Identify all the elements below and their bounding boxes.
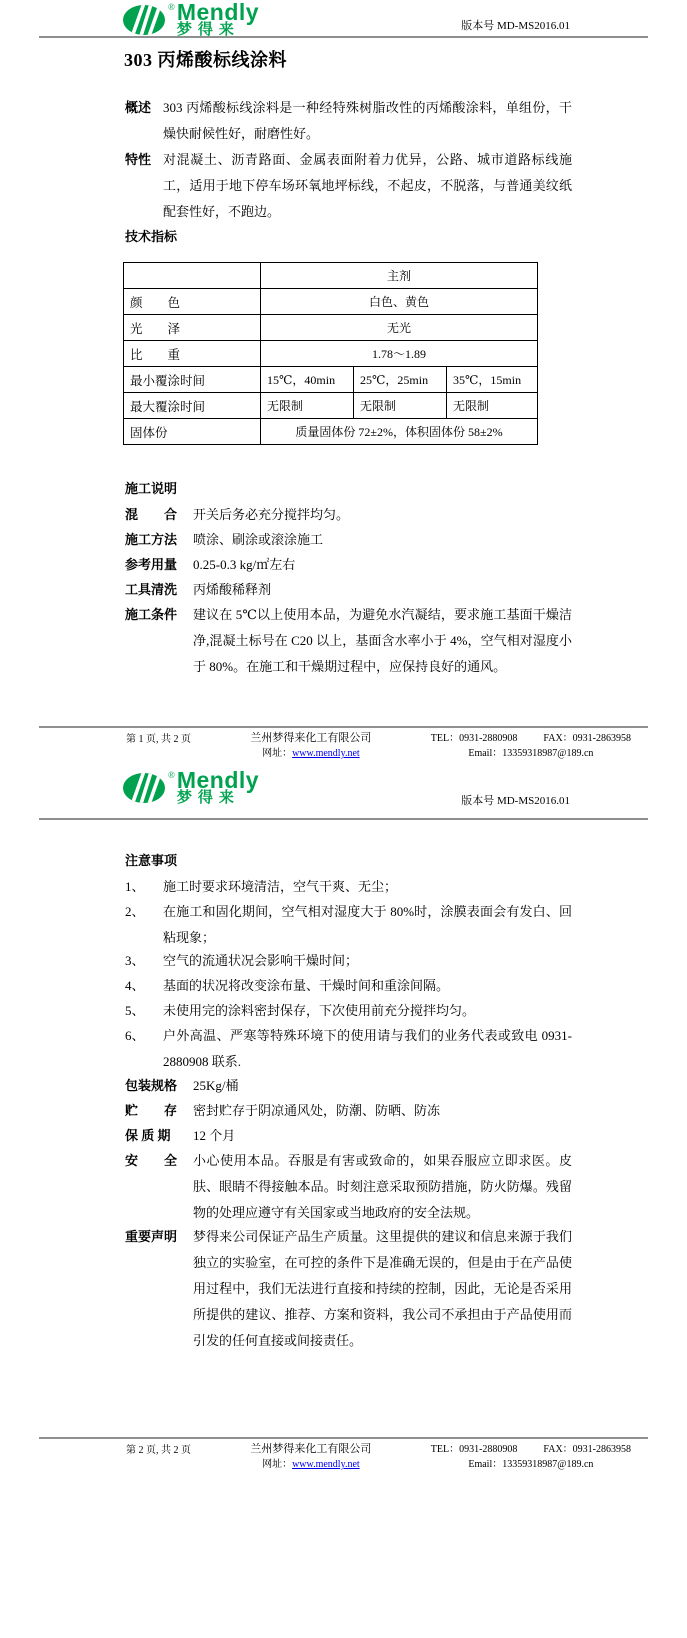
- row-value: 质量固体份 72±2%，体积固体份 58±2%: [261, 419, 538, 445]
- note-item: [125, 998, 572, 1024]
- packaging-text: 25Kg/桶: [193, 1078, 239, 1093]
- note-text: 未使用完的涂料密封保存，下次使用前充分搅拌均匀。: [163, 1003, 476, 1018]
- row-cell: 无限制: [447, 393, 538, 419]
- table-row: [124, 367, 538, 393]
- shelf-life-label: 保 质 期: [125, 1128, 171, 1143]
- disclaimer-item: [125, 1224, 572, 1354]
- row-label: 光 泽: [124, 315, 261, 341]
- page1-brand-logo: [121, 0, 260, 38]
- brand-subname: 梦得来: [176, 790, 240, 806]
- note-item: [125, 874, 572, 900]
- conditions-label: 施工条件: [125, 607, 178, 622]
- company-name: 兰州梦得来化工有限公司: [250, 1443, 372, 1455]
- note-number: 5、: [125, 1003, 145, 1018]
- tel-label: TEL：0931-2880908: [430, 1444, 518, 1455]
- row-label: 固体份: [124, 419, 261, 445]
- note-item: [125, 973, 572, 999]
- tel-label: TEL：0931-2880908: [430, 733, 518, 744]
- fax-label: FAX：0931-2863958: [543, 1444, 631, 1455]
- note-number: 6、: [125, 1028, 145, 1043]
- row-label: 比 重: [124, 341, 261, 367]
- page2-header-rule: [39, 818, 648, 820]
- feature-text: 对混凝土、沥青路面、金属表面附着力优异，公路、城市道路标线施工，适用于地下停车场环氧地坪标线，不起皮，不脱落，与普通美纹纸配套性好，不跑边。: [163, 152, 572, 219]
- table-row: [124, 341, 538, 367]
- note-text: 空气的流通状况会影响干燥时间；: [163, 953, 359, 968]
- note-text: 施工时要求环境清洁，空气干爽、无尘；: [163, 879, 398, 894]
- website-label: 网址：: [262, 1459, 293, 1470]
- table-row: [124, 315, 538, 341]
- page1-footer: [126, 731, 631, 761]
- note-number: 2、: [125, 904, 145, 919]
- method-label: 施工方法: [125, 532, 178, 547]
- dosage-item: [125, 552, 572, 578]
- page-title: 303 丙烯酸标线涂料: [124, 50, 287, 70]
- tool-cleaning-label: 工具清洗: [125, 582, 178, 597]
- website-link[interactable]: www.mendly.net: [292, 748, 360, 759]
- tech-indicators-heading: 技术指标: [125, 229, 178, 244]
- mendly-emblem-icon: [121, 3, 167, 37]
- row-value: 1.78～1.89: [261, 341, 538, 367]
- safety-text: 小心使用本品。吞服是有害或致命的，如果吞服应立即求医。皮肤、眼睛不得接触本品。时刻注意采取预防措施，防火防爆。残留物的处理应遵守有关国家或当地政府的安全法规。: [193, 1153, 572, 1220]
- feature-section: [125, 147, 572, 225]
- safety-label: 安 全: [125, 1153, 178, 1168]
- method-text: 喷涂、刷涂或滚涂施工: [193, 532, 324, 547]
- table-row: [124, 393, 538, 419]
- header-rule: [39, 36, 648, 38]
- page2-page-number: 第 2 页, 共 2 页: [126, 1445, 191, 1456]
- registered-mark: ®: [168, 770, 175, 780]
- construction-heading: 施工说明: [125, 481, 178, 496]
- tool-cleaning-text: 丙烯酸稀释剂: [193, 582, 272, 597]
- packaging-item: [125, 1073, 572, 1099]
- notes-heading: 注意事项: [125, 853, 178, 868]
- brand-subname: 梦得来: [176, 22, 240, 38]
- note-text: 户外高温、严寒等特殊环境下的使用请与我们的业务代表或致电 0931-2880908 联系.: [163, 1028, 572, 1069]
- page1-page-number: 第 1 页, 共 2 页: [126, 734, 191, 745]
- row-cell: 25℃，25min: [354, 367, 447, 393]
- row-cell: 无限制: [261, 393, 354, 419]
- registered-mark: ®: [168, 2, 175, 12]
- conditions-item: [125, 602, 572, 680]
- email-label: Email：13359318987@189.cn: [468, 1459, 594, 1470]
- row-label: 最大覆涂时间: [124, 393, 261, 419]
- row-cell: 35℃，15min: [447, 367, 538, 393]
- fax-label: FAX：0931-2863958: [543, 733, 631, 744]
- dosage-text: 0.25-0.3 kg/㎡左右: [193, 557, 296, 572]
- row-label: 颜 色: [124, 289, 261, 315]
- mendly-emblem-icon: [121, 771, 167, 805]
- packaging-label: 包装规格: [125, 1078, 178, 1093]
- brand-name: Mendly: [176, 767, 260, 793]
- note-number: 1、: [125, 879, 145, 894]
- page1-footer-rule: [39, 726, 648, 728]
- tool-cleaning-item: [125, 577, 572, 603]
- note-number: 4、: [125, 978, 145, 993]
- spec-table: [123, 262, 538, 445]
- mixing-label: 混 合: [125, 507, 178, 522]
- disclaimer-label: 重要声明: [125, 1229, 178, 1244]
- mixing-item: [125, 502, 572, 528]
- row-cell: 15℃，40min: [261, 367, 354, 393]
- conditions-text: 建议在 5℃以上使用本品，为避免水汽凝结，要求施工基面干燥洁净,混凝土标号在 C20 以上，基面含水率小于 4%，空气相对湿度小于 80%。在施工和干燥期过程中，应保持良好的通风。: [193, 607, 572, 674]
- row-value: 无光: [261, 315, 538, 341]
- feature-label: 特性: [125, 152, 152, 167]
- mixing-text: 开关后务必充分搅拌均匀。: [193, 507, 350, 522]
- safety-item: [125, 1148, 572, 1226]
- brand-name: Mendly: [176, 0, 260, 25]
- version-label: 版本号 MD-MS2016.01: [461, 20, 570, 32]
- overview-text: 303 丙烯酸标线涂料是一种经特殊树脂改性的丙烯酸涂料，单组份，干燥快耐候性好，耐磨性好。: [163, 100, 572, 141]
- page2-footer-rule: [39, 1437, 648, 1439]
- table-row: [124, 419, 538, 445]
- overview-label: 概述: [125, 100, 152, 115]
- page2-brand-logo: [121, 767, 260, 806]
- table-header-row: [124, 263, 538, 289]
- overview-section: [125, 95, 572, 147]
- table-row: [124, 289, 538, 315]
- note-text: 在施工和固化期间，空气相对湿度大于 80%时，涂膜表面会有发白、回粘现象；: [163, 904, 572, 945]
- website-link[interactable]: www.mendly.net: [292, 1459, 360, 1470]
- note-item: [125, 948, 572, 974]
- website-label: 网址：: [262, 748, 293, 759]
- note-text: 基面的状况将改变涂布量、干燥时间和重涂间隔。: [163, 978, 450, 993]
- company-name: 兰州梦得来化工有限公司: [250, 732, 372, 744]
- header-main-agent: 主剂: [261, 263, 538, 289]
- dosage-label: 参考用量: [125, 557, 178, 572]
- shelf-life-text: 12 个月: [193, 1128, 236, 1143]
- storage-item: [125, 1098, 572, 1124]
- header-empty-cell: [124, 263, 261, 289]
- email-label: Email：13359318987@189.cn: [468, 748, 594, 759]
- note-item: [125, 899, 572, 951]
- version-label: 版本号 MD-MS2016.01: [461, 795, 570, 807]
- disclaimer-text: 梦得来公司保证产品生产质量。这里提供的建议和信息来源于我们独立的实验室，在可控的条件下是准确无误的，但是由于在产品使用过程中，我们无法进行直接和持续的控制，因此，无论是否采用所提供的建议、推荐、方案和资料，我公司不承担由于产品使用而引发的任何直接或间接责任。: [193, 1229, 572, 1348]
- storage-label: 贮 存: [125, 1103, 178, 1118]
- page2-footer: [126, 1442, 631, 1472]
- note-number: 3、: [125, 953, 145, 968]
- shelf-life-item: [125, 1123, 572, 1149]
- row-value: 白色、黄色: [261, 289, 538, 315]
- row-label: 最小覆涂时间: [124, 367, 261, 393]
- note-item: [125, 1023, 572, 1075]
- row-cell: 无限制: [354, 393, 447, 419]
- storage-text: 密封贮存于阴凉通风处，防潮、防晒、防冻: [193, 1103, 441, 1118]
- method-item: [125, 527, 572, 553]
